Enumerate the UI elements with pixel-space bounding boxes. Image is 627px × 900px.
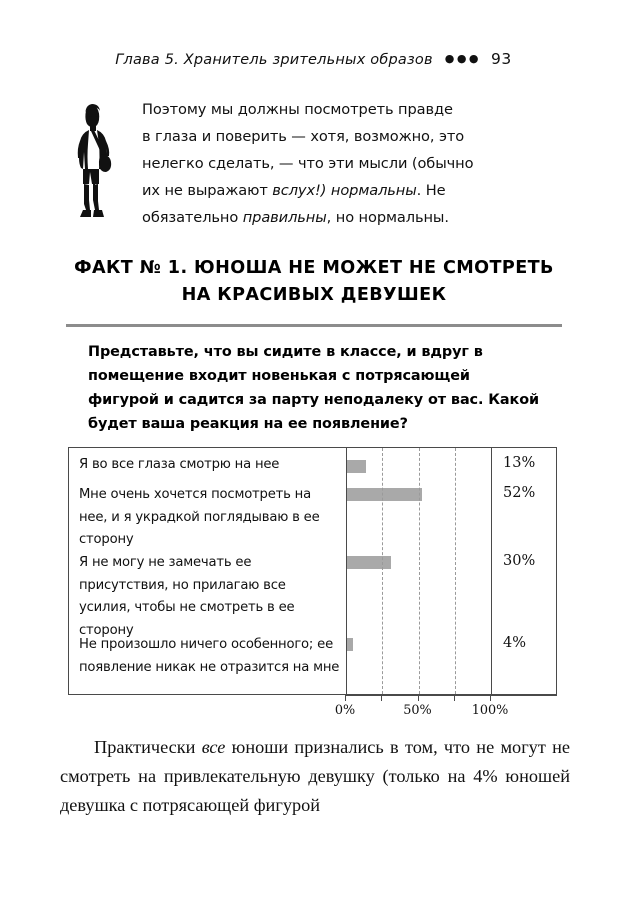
axis-baseline <box>345 695 557 696</box>
closing-paragraph <box>60 733 570 820</box>
chart-row-label: Я во все глаза смотрю на нее <box>79 457 280 472</box>
intro-line-2: в глаза и поверить — хотя, возможно, это <box>142 128 465 145</box>
chart-bar <box>347 638 353 651</box>
closing-part-1: Практически <box>94 737 202 757</box>
axis-line-zero <box>346 448 347 694</box>
intro-line-5-a: обязательно <box>142 209 243 226</box>
intro-emphasis-normalny: нормальны <box>330 182 417 199</box>
chapter-title: Глава 5. Хранитель зрительных образов <box>115 52 433 68</box>
intro-emphasis-vsluh: вслух!) <box>272 182 327 199</box>
chart-bar <box>347 460 366 473</box>
page-number: 93 <box>491 50 512 68</box>
closing-emphasis-vse: все <box>201 737 226 757</box>
fact-heading-line-2: НА КРАСИВЫХ ДЕВУШЕК <box>181 285 447 305</box>
axis-tick-100 <box>490 695 491 701</box>
intro-line-4-c: . Не <box>416 182 446 199</box>
chart-row-label: Мне очень хочется посмотреть на нее, и я украдкой поглядываю в ее сторону <box>79 487 320 547</box>
axis-tick-75 <box>454 695 455 701</box>
intro-paragraph <box>142 96 562 231</box>
intro-emphasis-pravilny: правильны <box>242 209 327 226</box>
chart-value-label: 30% <box>503 553 536 569</box>
survey-chart <box>68 447 557 695</box>
intro-line-1: Поэтому мы должны посмотреть правде <box>142 101 453 118</box>
survey-question: Представьте, что вы сидите в классе, и вдруг в помещение входит новенькая с потрясающей фигурой и садится за парту неподалеку от вас. Какой будет ваша реакция на ее появление? <box>88 344 539 432</box>
axis-tick-label-0: 0% <box>334 703 356 718</box>
chart-x-axis <box>68 695 557 729</box>
chart-bar <box>347 556 391 569</box>
chart-plot-area <box>69 448 556 694</box>
chart-row-label: Не произошло ничего особенного; ее появление никак не отразится на мне <box>79 637 340 675</box>
section-divider <box>66 324 562 327</box>
gridline-50 <box>419 448 420 694</box>
chart-value-label: 52% <box>503 485 536 501</box>
gridline-75 <box>455 448 456 694</box>
axis-tick-label-50: 50% <box>403 703 432 718</box>
illustration-young-man-icon <box>66 96 142 222</box>
axis-tick-25 <box>381 695 382 701</box>
fact-heading-line-1: ФАКТ № 1. ЮНОША НЕ МОЖЕТ НЕ СМОТРЕТЬ <box>74 258 554 278</box>
axis-line-hundred <box>491 448 492 694</box>
closing-part-2: юноши признались в том, что не могут не смотреть на привлекательную девушку (только на 4% юношей девушка с потрясающей фигурой <box>60 737 571 815</box>
chart-row-label: Я не могу не замечать ее присутствия, но прилагаю все усилия, чтобы не смотреть в ее сторону <box>79 555 295 638</box>
axis-tick-0 <box>345 695 346 701</box>
gridline-25 <box>382 448 383 694</box>
fact-heading <box>66 255 562 309</box>
chart-rows <box>69 448 556 694</box>
chart-value-label: 13% <box>503 455 536 471</box>
axis-tick-50 <box>418 695 419 701</box>
intro-line-3: нелегко сделать, — что эти мысли (обычно <box>142 155 474 172</box>
chart-bar <box>347 488 422 501</box>
intro-block <box>66 96 562 231</box>
header-dots-ornament: ●●● <box>444 52 482 65</box>
axis-tick-label-100: 100% <box>471 703 509 718</box>
chart-value-label: 4% <box>503 635 527 651</box>
young-man-figure-svg <box>66 100 126 222</box>
intro-line-4-a: их не выражают <box>142 182 273 199</box>
intro-line-5-b: , но нормальны. <box>326 209 449 226</box>
running-header <box>0 50 627 68</box>
